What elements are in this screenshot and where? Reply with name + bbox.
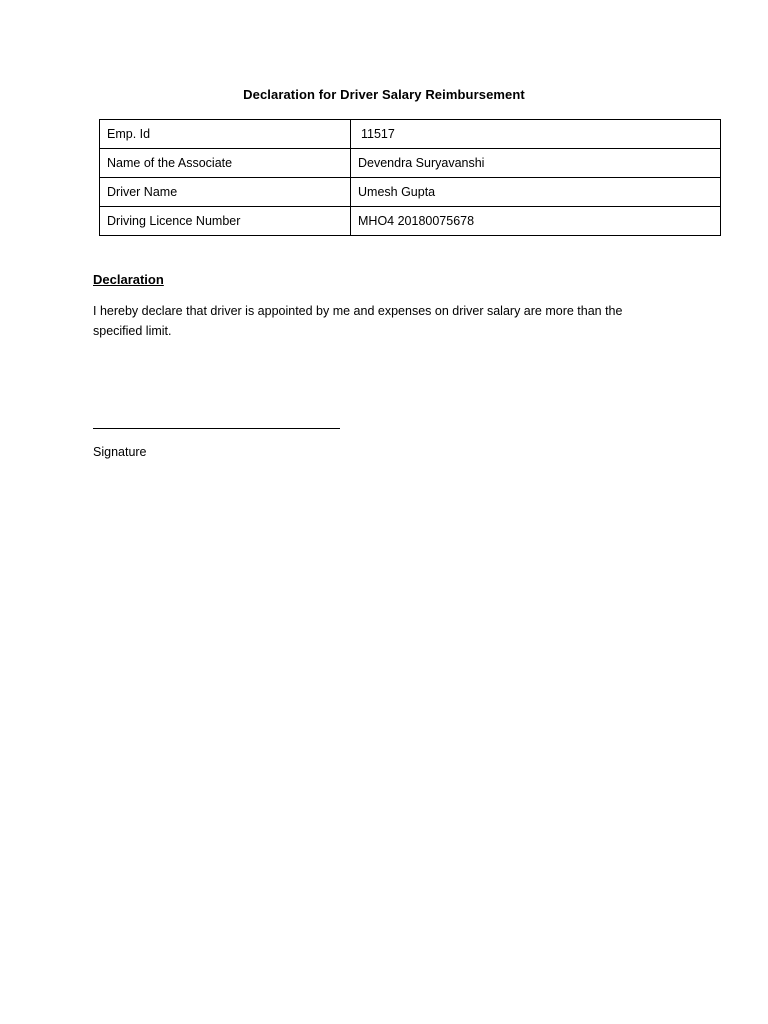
emp-id-label: Emp. Id — [100, 120, 351, 149]
declaration-text: I hereby declare that driver is appointed by me and expenses on driver salary are more than the specified limit. — [93, 304, 623, 338]
signature-label: Signature — [93, 445, 147, 459]
table-row — [100, 207, 721, 236]
table-row — [100, 120, 721, 149]
signature-line — [93, 428, 340, 429]
licence-number-label: Driving Licence Number — [100, 207, 351, 236]
declaration-heading: Declaration — [93, 272, 164, 287]
details-table — [99, 119, 721, 236]
associate-name-value: Devendra Suryavanshi — [351, 149, 721, 178]
driver-name-value: Umesh Gupta — [351, 178, 721, 207]
licence-number-value: MHO4 20180075678 — [351, 207, 721, 236]
document-title: Declaration for Driver Salary Reimbursement — [243, 87, 525, 102]
table-row — [100, 149, 721, 178]
table-row — [100, 178, 721, 207]
emp-id-value: 11517 — [351, 120, 721, 149]
associate-name-label: Name of the Associate — [100, 149, 351, 178]
driver-name-label: Driver Name — [100, 178, 351, 207]
